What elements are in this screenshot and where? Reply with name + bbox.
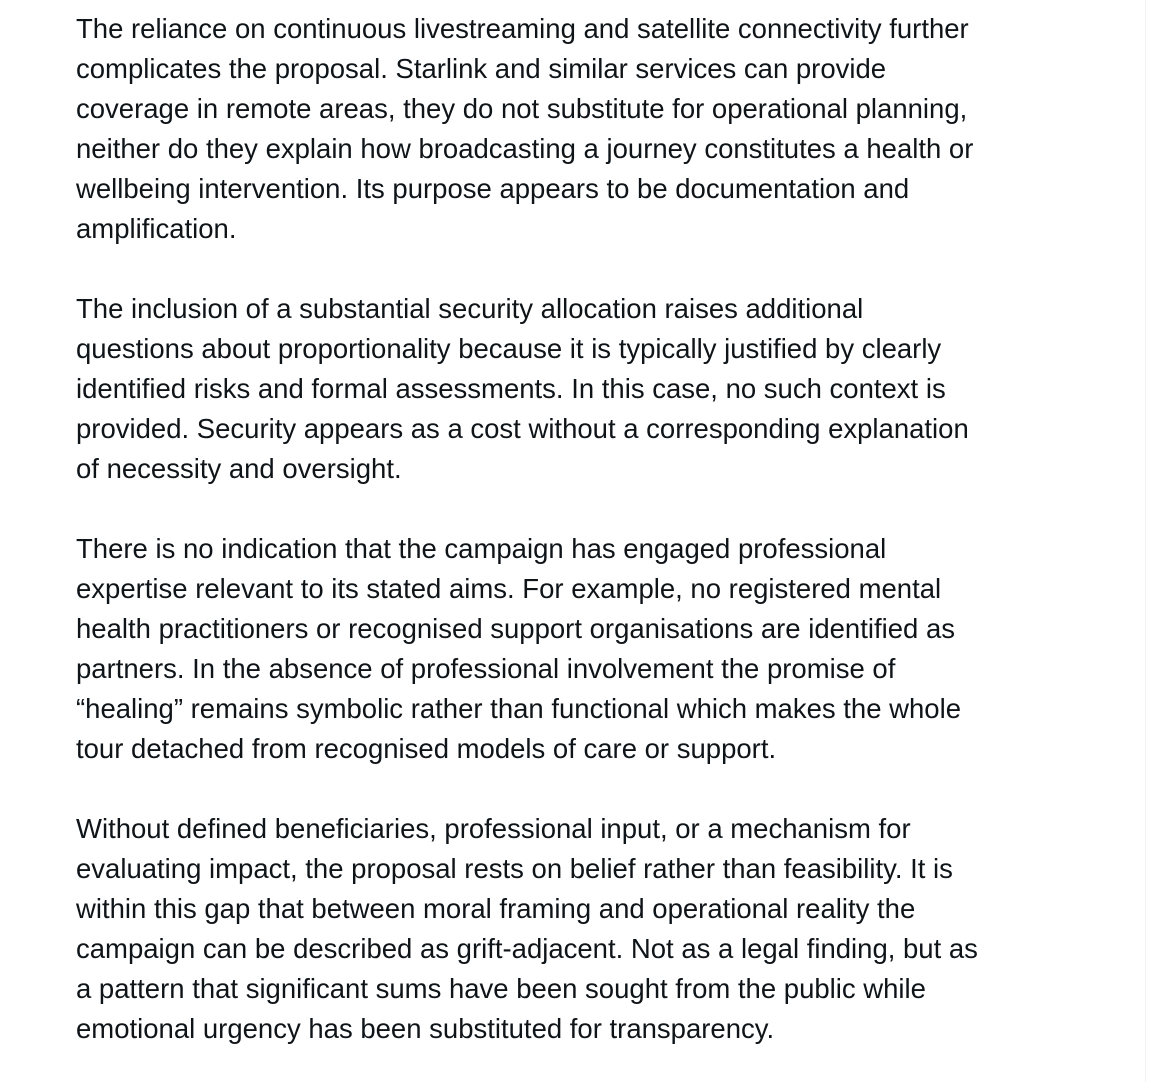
text-line: The inclusion of a substantial security allocation raises additional [76, 293, 864, 324]
text-line: complicates the proposal. Starlink and similar services can provide [76, 53, 887, 84]
text-line: identified risks and formal assessments. In this case, no such context is [76, 373, 946, 404]
text-line: wellbeing intervention. Its purpose appears to be documentation and [76, 173, 910, 204]
text-line: amplification. [76, 213, 237, 244]
text-line: questions about proportionality because it is typically justified by clearly [76, 333, 942, 364]
text-line: campaign can be described as grift-adjacent. Not as a legal finding, but as [76, 933, 978, 964]
text-line: of necessity and oversight. [76, 453, 402, 484]
paragraph [76, 809, 978, 1049]
text-line: coverage in remote areas, they do not substitute for operational planning, [76, 93, 968, 124]
text-line: neither do they explain how broadcasting a journey constitutes a health or [76, 133, 974, 164]
text-line: within this gap that between moral framing and operational reality the [76, 893, 916, 924]
text-line: Without defined beneficiaries, professional input, or a mechanism for [76, 813, 911, 844]
text-line: a pattern that significant sums have been sought from the public while [76, 973, 926, 1004]
text-line: expertise relevant to its stated aims. For example, no registered mental [76, 573, 942, 604]
paragraph [76, 529, 978, 769]
text-line: provided. Security appears as a cost without a corresponding explanation [76, 413, 969, 444]
text-line: There is no indication that the campaign has engaged professional [76, 533, 887, 564]
text-line: “healing” remains symbolic rather than functional which makes the whole [76, 693, 962, 724]
paragraph [76, 9, 978, 249]
text-line: The reliance on continuous livestreaming and satellite connectivity further [76, 13, 969, 44]
text-line: emotional urgency has been substituted for transparency. [76, 1013, 775, 1044]
text-line: health practitioners or recognised support organisations are identified as [76, 613, 955, 644]
text-line: evaluating impact, the proposal rests on belief rather than feasibility. It is [76, 853, 953, 884]
text-line: tour detached from recognised models of care or support. [76, 733, 777, 764]
article-body [76, 9, 978, 1089]
text-line: partners. In the absence of professional involvement the promise of [76, 653, 896, 684]
paragraph [76, 289, 978, 489]
